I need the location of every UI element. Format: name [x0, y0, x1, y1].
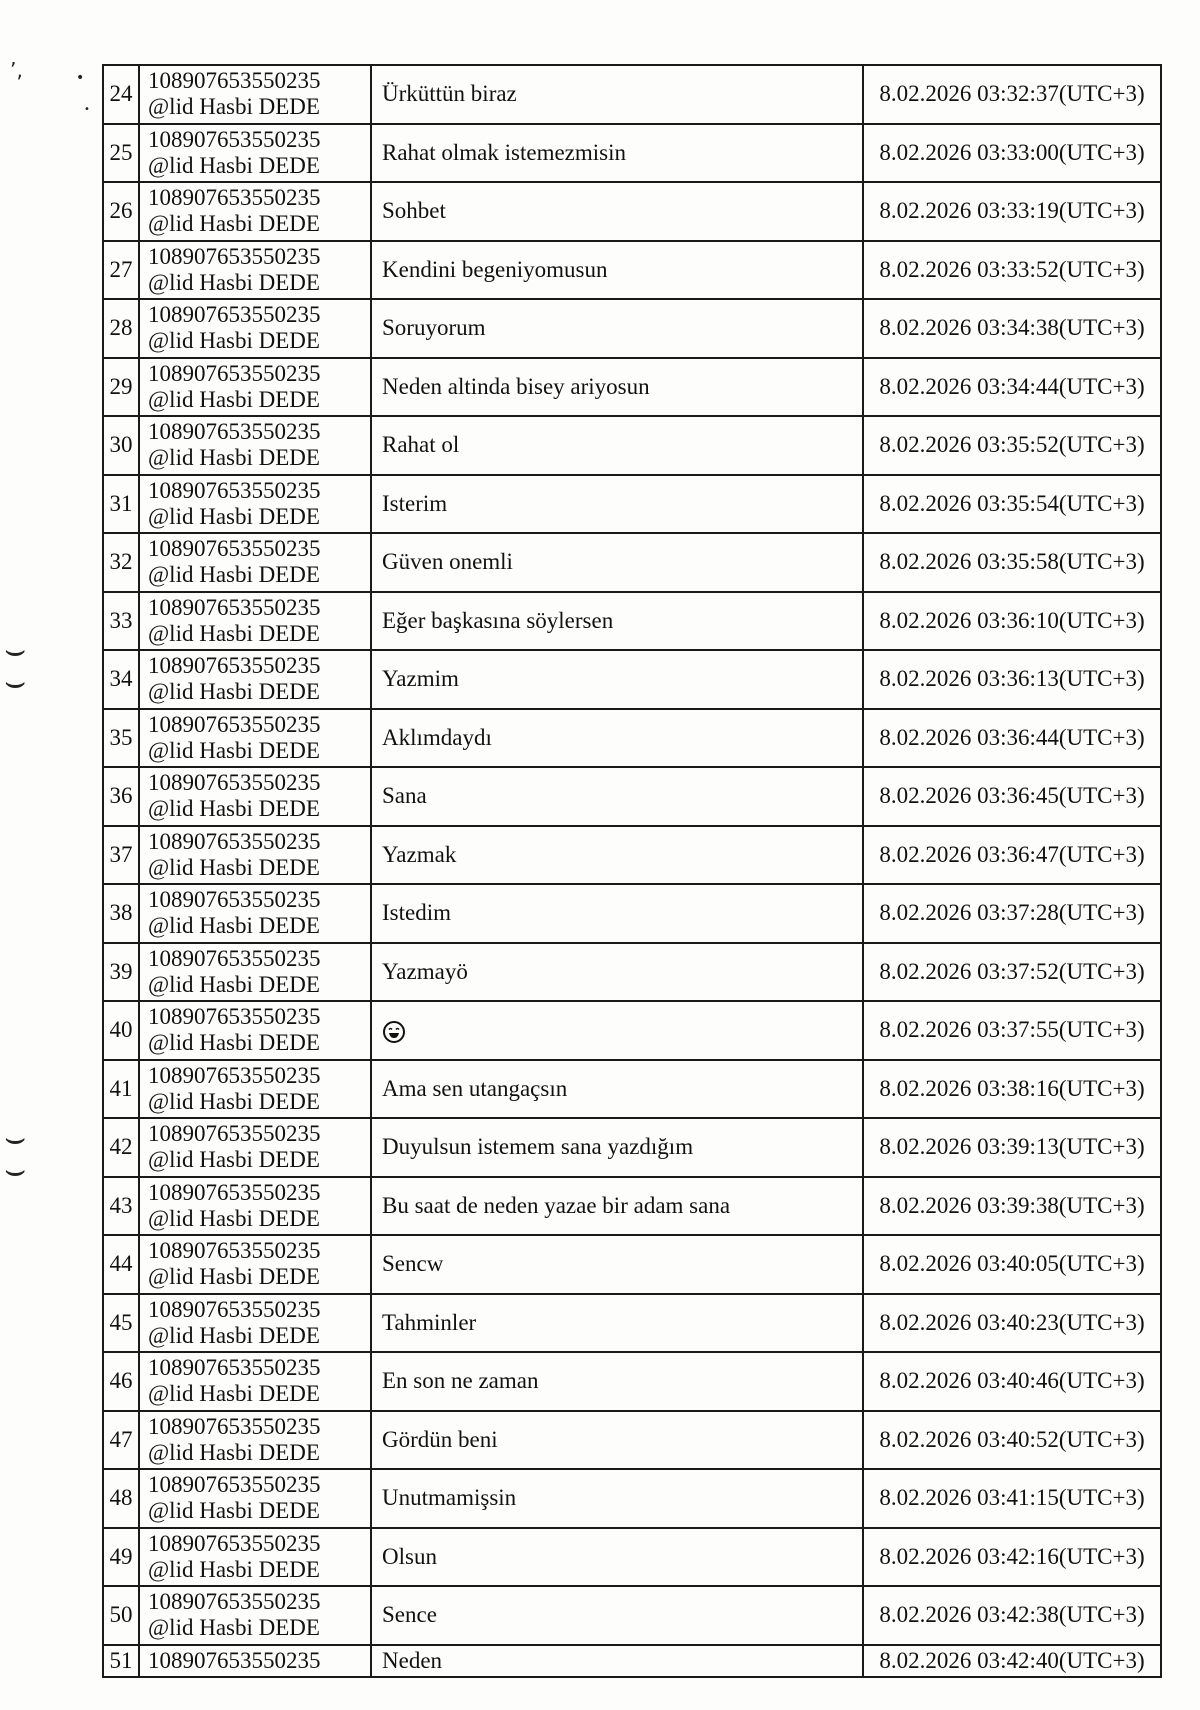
binder-ring-mark: ⌣ — [4, 1150, 27, 1190]
sender-cell — [139, 358, 371, 417]
sender-id: 108907653550235 — [148, 945, 321, 971]
message-log-body — [103, 65, 1161, 1677]
message-text: Kendini begeniyomusun — [382, 256, 608, 282]
sender-id: 108907653550235 — [148, 1472, 321, 1498]
timestamp-cell: 8.02.2026 03:37:55(UTC+3) — [863, 1001, 1161, 1060]
message-text: Sencw — [382, 1251, 444, 1277]
row-number: 33 — [103, 592, 139, 651]
row-number: 47 — [103, 1411, 139, 1470]
laughing-emoji-icon — [382, 1020, 406, 1044]
table-row — [103, 1352, 1161, 1411]
sender-cell — [139, 416, 371, 475]
sender-id: 108907653550235 — [148, 1355, 321, 1381]
timestamp-cell: 8.02.2026 03:36:44(UTC+3) — [863, 709, 1161, 768]
timestamp-cell: 8.02.2026 03:42:16(UTC+3) — [863, 1528, 1161, 1587]
timestamp-cell: 8.02.2026 03:34:38(UTC+3) — [863, 299, 1161, 358]
message-cell — [371, 124, 863, 183]
sender-id: 108907653550235 — [148, 185, 321, 211]
row-number: 30 — [103, 416, 139, 475]
message-text: Ama sen utangaçsın — [382, 1075, 568, 1101]
sender-name: @lid Hasbi DEDE — [148, 211, 320, 237]
timestamp-cell: 8.02.2026 03:36:10(UTC+3) — [863, 592, 1161, 651]
sender-cell — [139, 826, 371, 885]
row-number: 34 — [103, 650, 139, 709]
message-cell — [371, 884, 863, 943]
sender-cell — [139, 709, 371, 768]
message-text: Yazmak — [382, 841, 457, 867]
message-text: Rahat ol — [382, 432, 460, 458]
message-cell — [371, 1411, 863, 1470]
sender-name: @lid Hasbi DEDE — [148, 620, 320, 646]
sender-name: @lid Hasbi DEDE — [148, 1147, 320, 1173]
sender-cell — [139, 650, 371, 709]
sender-id: 108907653550235 — [148, 1238, 321, 1264]
row-number: 44 — [103, 1235, 139, 1294]
timestamp-cell: 8.02.2026 03:38:16(UTC+3) — [863, 1060, 1161, 1119]
sender-cell — [139, 1411, 371, 1470]
timestamp-cell: 8.02.2026 03:33:52(UTC+3) — [863, 241, 1161, 300]
message-text: Sohbet — [382, 198, 446, 224]
row-number: 25 — [103, 124, 139, 183]
sender-id: 108907653550235 — [148, 770, 321, 796]
sender-name: @lid Hasbi DEDE — [148, 1381, 320, 1407]
message-log-table — [102, 64, 1162, 1678]
sender-cell — [139, 124, 371, 183]
table-row — [103, 1060, 1161, 1119]
row-number: 40 — [103, 1001, 139, 1060]
sender-id: 108907653550235 — [148, 1530, 321, 1556]
message-cell — [371, 1528, 863, 1587]
sender-cell — [139, 182, 371, 241]
message-text: Rahat olmak istemezmisin — [382, 139, 627, 165]
message-text: Bu saat de neden yazae bir adam sana — [382, 1192, 731, 1218]
sender-cell — [139, 943, 371, 1002]
row-number: 39 — [103, 943, 139, 1002]
message-cell — [371, 650, 863, 709]
message-cell — [371, 416, 863, 475]
message-cell — [371, 241, 863, 300]
table-row — [103, 592, 1161, 651]
sender-name: @lid Hasbi DEDE — [148, 1556, 320, 1582]
row-number: 28 — [103, 299, 139, 358]
message-cell — [371, 1645, 863, 1677]
table-row — [103, 1001, 1161, 1060]
table-row — [103, 1586, 1161, 1645]
scan-speck-mark: ’‚ — [10, 58, 23, 82]
sender-cell — [139, 1645, 371, 1677]
sender-id: 108907653550235 — [148, 1589, 321, 1615]
message-text: Sence — [382, 1602, 437, 1628]
table-row — [103, 299, 1161, 358]
message-text: Neden — [382, 1647, 443, 1673]
sender-name: @lid Hasbi DEDE — [148, 1205, 320, 1231]
table-row — [103, 943, 1161, 1002]
message-cell — [371, 299, 863, 358]
timestamp-cell: 8.02.2026 03:36:47(UTC+3) — [863, 826, 1161, 885]
message-text: Tahminler — [382, 1309, 477, 1335]
sender-cell — [139, 299, 371, 358]
row-number: 46 — [103, 1352, 139, 1411]
sender-id: 108907653550235 — [148, 419, 321, 445]
message-cell — [371, 709, 863, 768]
row-number: 45 — [103, 1294, 139, 1353]
sender-name: @lid Hasbi DEDE — [148, 269, 320, 295]
table-row — [103, 241, 1161, 300]
sender-cell — [139, 1586, 371, 1645]
sender-id: 108907653550235 — [148, 594, 321, 620]
sender-name: @lid Hasbi DEDE — [148, 854, 320, 880]
row-number: 49 — [103, 1528, 139, 1587]
sender-id: 108907653550235 — [148, 243, 321, 269]
message-cell — [371, 1469, 863, 1528]
message-cell — [371, 767, 863, 826]
table-row — [103, 826, 1161, 885]
message-text: Duyulsun istemem sana yazdığım — [382, 1134, 694, 1160]
sender-id: 108907653550235 — [148, 1121, 321, 1147]
table-row — [103, 358, 1161, 417]
row-number: 24 — [103, 65, 139, 124]
timestamp-cell: 8.02.2026 03:40:05(UTC+3) — [863, 1235, 1161, 1294]
message-text: Gördün beni — [382, 1426, 498, 1452]
message-cell — [371, 943, 863, 1002]
message-text: Yazmim — [382, 666, 459, 692]
sender-id: 108907653550235 — [148, 1296, 321, 1322]
message-text: Soruyorum — [382, 315, 486, 341]
row-number: 43 — [103, 1177, 139, 1236]
timestamp-cell: 8.02.2026 03:37:52(UTC+3) — [863, 943, 1161, 1002]
sender-cell — [139, 65, 371, 124]
sender-id: 108907653550235 — [148, 887, 321, 913]
message-cell — [371, 1001, 863, 1060]
row-number: 32 — [103, 533, 139, 592]
sender-name: @lid Hasbi DEDE — [148, 1615, 320, 1641]
table-row — [103, 65, 1161, 124]
sender-name: @lid Hasbi DEDE — [148, 1088, 320, 1114]
row-number: 29 — [103, 358, 139, 417]
table-row — [103, 475, 1161, 534]
message-text: Istedim — [382, 900, 451, 926]
timestamp-cell: 8.02.2026 03:32:37(UTC+3) — [863, 65, 1161, 124]
sender-id: 108907653550235 — [148, 536, 321, 562]
table-row — [103, 1294, 1161, 1353]
sender-name: @lid Hasbi DEDE — [148, 1498, 320, 1524]
message-text: Isterim — [382, 490, 448, 516]
sender-name: @lid Hasbi DEDE — [148, 1322, 320, 1348]
sender-name: @lid Hasbi DEDE — [148, 913, 320, 939]
sender-name: @lid Hasbi DEDE — [148, 562, 320, 588]
timestamp-cell: 8.02.2026 03:33:00(UTC+3) — [863, 124, 1161, 183]
table-row — [103, 182, 1161, 241]
sender-cell — [139, 533, 371, 592]
sender-cell — [139, 1294, 371, 1353]
table-row — [103, 416, 1161, 475]
sender-name: @lid Hasbi DEDE — [148, 94, 320, 120]
sender-id: 108907653550235 — [148, 1004, 321, 1030]
sender-name: @lid Hasbi DEDE — [148, 679, 320, 705]
message-text: Olsun — [382, 1543, 437, 1569]
sender-name: @lid Hasbi DEDE — [148, 1439, 320, 1465]
sender-id: 108907653550235 — [148, 1179, 321, 1205]
message-text: Neden altinda bisey ariyosun — [382, 373, 650, 399]
sender-id: 108907653550235 — [148, 653, 321, 679]
row-number: 26 — [103, 182, 139, 241]
timestamp-cell: 8.02.2026 03:35:58(UTC+3) — [863, 533, 1161, 592]
timestamp-cell: 8.02.2026 03:40:52(UTC+3) — [863, 1411, 1161, 1470]
binder-ring-mark: ⌣ — [4, 662, 27, 702]
sender-name: @lid Hasbi DEDE — [148, 971, 320, 997]
table-row — [103, 1469, 1161, 1528]
table-row — [103, 709, 1161, 768]
sender-cell — [139, 1235, 371, 1294]
row-number: 51 — [103, 1645, 139, 1677]
sender-cell — [139, 1060, 371, 1119]
sender-id: 108907653550235 — [148, 302, 321, 328]
message-cell — [371, 65, 863, 124]
sender-id: 108907653550235 — [148, 360, 321, 386]
row-number: 48 — [103, 1469, 139, 1528]
message-text: Güven onemli — [382, 549, 513, 575]
sender-name: @lid Hasbi DEDE — [148, 1030, 320, 1056]
table-row — [103, 533, 1161, 592]
message-cell — [371, 533, 863, 592]
message-text: Yazmayö — [382, 958, 468, 984]
row-number: 41 — [103, 1060, 139, 1119]
message-cell — [371, 475, 863, 534]
sender-cell — [139, 592, 371, 651]
binder-ring-mark: ⌣ — [4, 630, 27, 670]
row-number: 27 — [103, 241, 139, 300]
sender-name: @lid Hasbi DEDE — [148, 1264, 320, 1290]
row-number: 38 — [103, 884, 139, 943]
timestamp-cell: 8.02.2026 03:33:19(UTC+3) — [863, 182, 1161, 241]
table-row — [103, 1177, 1161, 1236]
row-number: 42 — [103, 1118, 139, 1177]
sender-cell — [139, 1469, 371, 1528]
scan-dot-mark: • — [76, 70, 85, 86]
binder-ring-mark: ⌣ — [4, 1118, 27, 1158]
timestamp-cell: 8.02.2026 03:41:15(UTC+3) — [863, 1469, 1161, 1528]
message-text: En son ne zaman — [382, 1368, 539, 1394]
timestamp-cell: 8.02.2026 03:39:38(UTC+3) — [863, 1177, 1161, 1236]
message-cell — [371, 592, 863, 651]
sender-cell — [139, 241, 371, 300]
sender-name: @lid Hasbi DEDE — [148, 152, 320, 178]
row-number: 50 — [103, 1586, 139, 1645]
timestamp-cell: 8.02.2026 03:40:23(UTC+3) — [863, 1294, 1161, 1353]
sender-name: @lid Hasbi DEDE — [148, 796, 320, 822]
timestamp-cell: 8.02.2026 03:37:28(UTC+3) — [863, 884, 1161, 943]
message-cell — [371, 826, 863, 885]
message-cell — [371, 1352, 863, 1411]
table-row — [103, 124, 1161, 183]
sender-name: @lid Hasbi DEDE — [148, 503, 320, 529]
table-row — [103, 1528, 1161, 1587]
message-text: Unutmamişsin — [382, 1485, 517, 1511]
table-row — [103, 650, 1161, 709]
message-cell — [371, 1586, 863, 1645]
message-cell — [371, 1060, 863, 1119]
sender-id: 108907653550235 — [148, 477, 321, 503]
message-text: Eğer başkasına söylersen — [382, 607, 614, 633]
sender-name: @lid Hasbi DEDE — [148, 737, 320, 763]
sender-name: @lid Hasbi DEDE — [148, 386, 320, 412]
table-row — [103, 1235, 1161, 1294]
sender-id: 108907653550235 — [148, 1413, 321, 1439]
sender-id: 108907653550235 — [148, 1647, 321, 1673]
table-row — [103, 1118, 1161, 1177]
row-number: 31 — [103, 475, 139, 534]
row-number: 37 — [103, 826, 139, 885]
message-cell — [371, 358, 863, 417]
timestamp-cell: 8.02.2026 03:36:45(UTC+3) — [863, 767, 1161, 826]
table-row — [103, 767, 1161, 826]
timestamp-cell: 8.02.2026 03:35:54(UTC+3) — [863, 475, 1161, 534]
sender-name: @lid Hasbi DEDE — [148, 328, 320, 354]
message-cell — [371, 182, 863, 241]
row-number: 36 — [103, 767, 139, 826]
table-row — [103, 884, 1161, 943]
sender-cell — [139, 1177, 371, 1236]
row-number: 35 — [103, 709, 139, 768]
sender-cell — [139, 475, 371, 534]
timestamp-cell: 8.02.2026 03:34:44(UTC+3) — [863, 358, 1161, 417]
message-cell — [371, 1177, 863, 1236]
timestamp-cell: 8.02.2026 03:35:52(UTC+3) — [863, 416, 1161, 475]
sender-cell — [139, 767, 371, 826]
message-cell — [371, 1118, 863, 1177]
message-text: Aklımdaydı — [382, 724, 492, 750]
sender-id: 108907653550235 — [148, 126, 321, 152]
timestamp-cell: 8.02.2026 03:40:46(UTC+3) — [863, 1352, 1161, 1411]
timestamp-cell: 8.02.2026 03:42:38(UTC+3) — [863, 1586, 1161, 1645]
sender-id: 108907653550235 — [148, 68, 321, 94]
sender-id: 108907653550235 — [148, 828, 321, 854]
sender-cell — [139, 1528, 371, 1587]
sender-name: @lid Hasbi DEDE — [148, 445, 320, 471]
message-cell — [371, 1235, 863, 1294]
sender-id: 108907653550235 — [148, 1062, 321, 1088]
sender-id: 108907653550235 — [148, 711, 321, 737]
sender-cell — [139, 884, 371, 943]
message-text: Ürküttün biraz — [382, 81, 517, 107]
message-cell — [371, 1294, 863, 1353]
sender-cell — [139, 1352, 371, 1411]
table-row — [103, 1645, 1161, 1677]
timestamp-cell: 8.02.2026 03:42:40(UTC+3) — [863, 1645, 1161, 1677]
scan-dot-mark: • — [84, 104, 90, 115]
timestamp-cell: 8.02.2026 03:39:13(UTC+3) — [863, 1118, 1161, 1177]
message-text: Sana — [382, 783, 427, 809]
table-row — [103, 1411, 1161, 1470]
sender-cell — [139, 1001, 371, 1060]
timestamp-cell: 8.02.2026 03:36:13(UTC+3) — [863, 650, 1161, 709]
sender-cell — [139, 1118, 371, 1177]
